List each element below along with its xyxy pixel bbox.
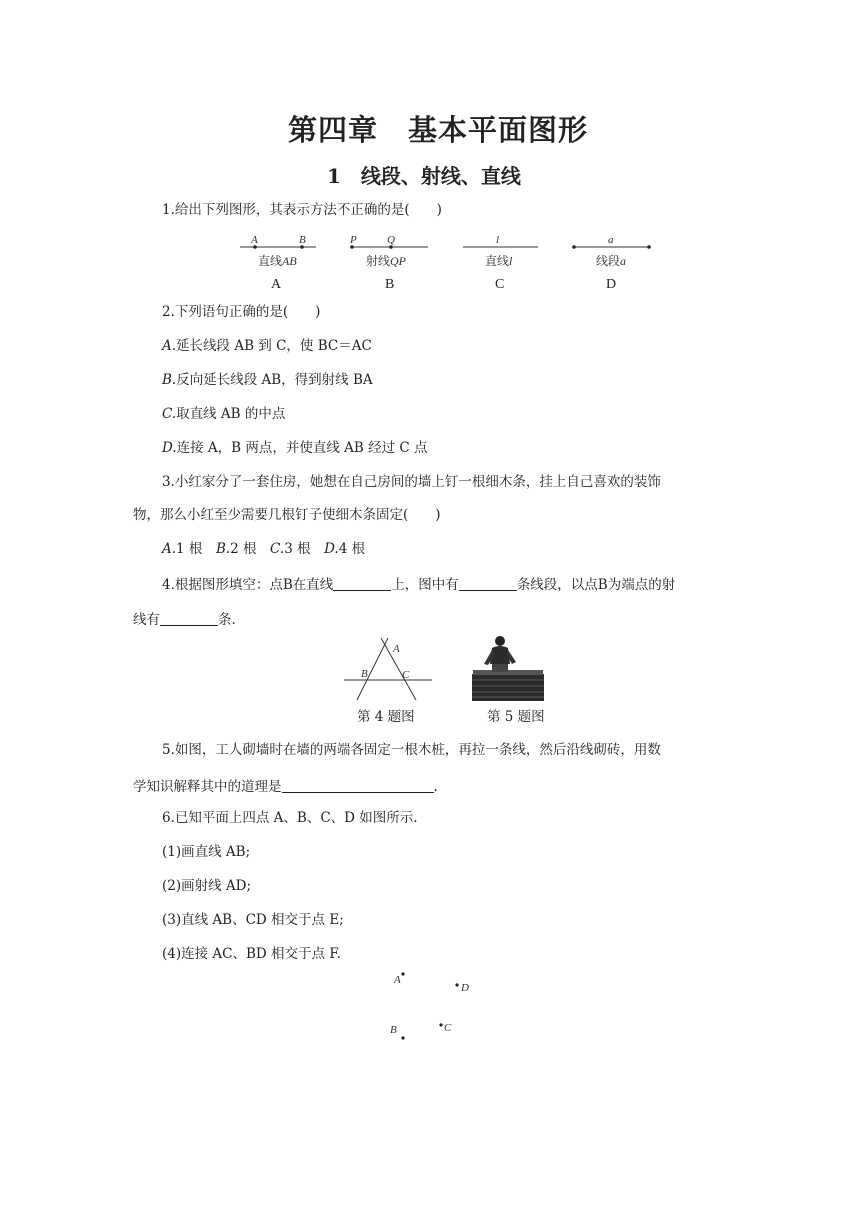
q3-options (162, 543, 365, 557)
q2-option-d: D.连接 A，B 两点，并使直线 AB 经过 C 点 (162, 440, 428, 456)
q4-figure (344, 636, 436, 704)
q3-option-b: B.2 根 (215, 541, 257, 557)
q6-item-3: (3)直线 AB、CD 相交于点 E; (162, 912, 344, 928)
q1-c-caption: 直线l (485, 254, 513, 268)
q1-figure-a (240, 234, 316, 292)
q3-line1: 3.小红家分了一套住房，她想在自己房间的墙上钉一根细木条，挂上自己喜欢的装饰 (162, 474, 661, 490)
q6-point-d: D (461, 982, 469, 994)
q5-figure (472, 634, 544, 702)
q4-blank-1[interactable] (333, 576, 391, 591)
q1-a-caption: 直线AB (258, 254, 297, 268)
q1-c-label: l (496, 234, 500, 246)
q1-option-a: A (271, 277, 282, 292)
q5-blank[interactable] (282, 778, 434, 793)
q6-item-4: (4)连接 AC、BD 相交于点 F. (162, 946, 341, 962)
q5-figure-caption: 第 5 题图 (487, 709, 545, 725)
q3-option-d: D.4 根 (324, 541, 366, 557)
q4-blank-2[interactable] (459, 576, 517, 591)
q1-b-point1: P (350, 234, 357, 246)
q1-d-label: a (608, 234, 614, 246)
q4-label-a: A (393, 643, 400, 655)
q2-option-a: A.延长线段 AB 到 C，使 BC＝AC (162, 338, 372, 354)
q4-figure-svg (344, 636, 436, 704)
q4-label-c: C (402, 669, 410, 681)
q6-figure (384, 964, 474, 1046)
q3-option-a: A.1 根 (162, 541, 203, 557)
q4-label-b: B (361, 668, 368, 680)
q1-a-point2: B (299, 234, 306, 246)
bricklayer-picture (472, 634, 544, 702)
q3-line2: 物，那么小红至少需要几根钉子使细木条固定( ) (133, 507, 441, 523)
q1-d-caption: 线段a (596, 254, 627, 268)
q6-item-1: (1)画直线 AB; (162, 844, 251, 860)
q6-item-2: (2)画射线 AD; (162, 878, 252, 894)
q4-line1: 4.根据图形填空：点B在直线 上，图中有 条线段，以点B为端点的射 (162, 577, 676, 593)
q1-figure-c (463, 234, 538, 292)
q6-point-c: C (444, 1022, 452, 1034)
q2-stem: 2.下列语句正确的是( ) (162, 304, 321, 320)
q1-b-point2: Q (387, 234, 395, 246)
q5-line2: 学知识解释其中的道理是 . (133, 779, 438, 795)
q1-b-caption: 射线QP (366, 254, 407, 268)
q2-option-c: C.取直线 AB 的中点 (162, 406, 286, 422)
q2-option-b: B.反向延长线段 AB，得到射线 BA (162, 372, 373, 388)
q3-option-c: C.3 根 (270, 541, 311, 557)
q1-stem: 1.给出下列图形，其表示方法不正确的是( ) (162, 202, 442, 218)
q4-blank-3[interactable] (160, 611, 218, 626)
q1-figures-svg (230, 228, 660, 294)
q6-points-svg (384, 964, 474, 1046)
q1-a-point1: A (251, 234, 258, 246)
chapter-title: 第四章 基本平面图形 (288, 113, 589, 147)
q6-stem: 6.已知平面上四点 A、B、C、D 如图所示. (162, 810, 418, 826)
q5-line1: 5.如图，工人砌墙时在墙的两端各固定一根木桩，再拉一条线，然后沿线砌砖，用数 (162, 742, 661, 758)
section-title: 1 线段、射线、直线 (327, 164, 521, 188)
q1-option-c: C (495, 277, 505, 292)
q4-figure-caption: 第 4 题图 (357, 709, 415, 725)
q1-option-b: B (385, 277, 395, 292)
q4-line2: 线有 条. (133, 612, 236, 628)
q6-point-b: B (390, 1024, 397, 1036)
q1-figure-d (572, 234, 651, 292)
q1-figure-b (349, 234, 428, 292)
q6-point-a: A (394, 974, 401, 986)
q1-figures (230, 228, 660, 294)
q1-option-d: D (606, 277, 617, 292)
